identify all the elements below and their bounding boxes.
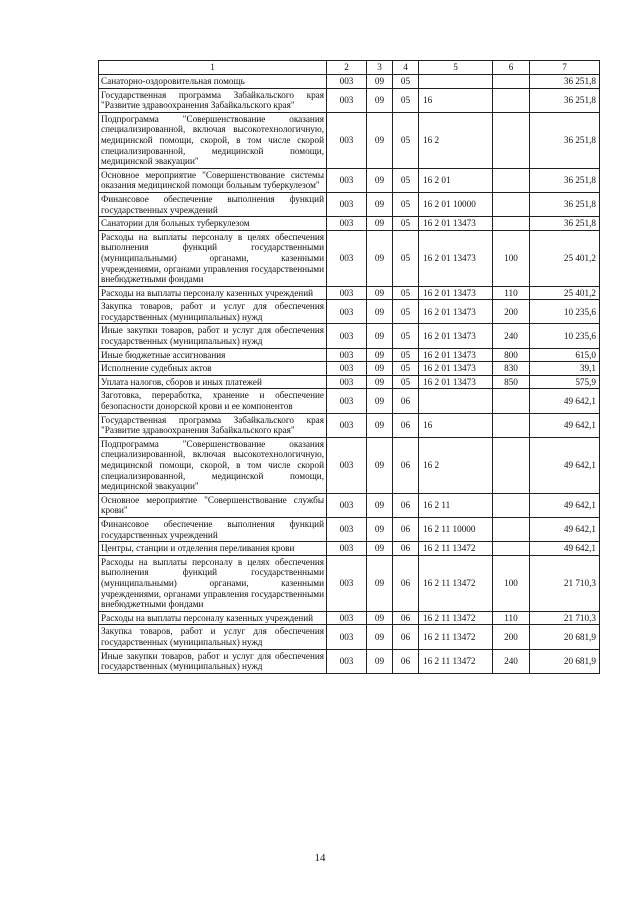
cell-sum: 21 710,3	[530, 611, 600, 625]
cell-sum: 36 251,8	[530, 75, 600, 89]
cell-sum: 36 251,8	[530, 112, 600, 168]
cell-rz: 09	[367, 300, 393, 324]
cell-name: Расходы на выплаты персоналу в целях обеспечения выполнения функций государственными (муниципальными) органами, казенными учреждениями, органами управления государственными внебюджетными фондами	[99, 230, 327, 286]
cell-csr: 16 2	[419, 112, 493, 168]
cell-rz: 09	[367, 555, 393, 611]
cell-vr	[493, 168, 530, 192]
cell-pr: 06	[393, 517, 419, 541]
cell-grbs: 003	[327, 324, 367, 348]
cell-csr: 16 2 11 13472	[419, 542, 493, 556]
cell-pr: 05	[393, 75, 419, 89]
cell-sum: 39,1	[530, 362, 600, 376]
cell-sum: 20 681,9	[530, 625, 600, 649]
cell-sum: 575,9	[530, 375, 600, 389]
table-row	[99, 413, 600, 437]
cell-sum: 25 401,2	[530, 286, 600, 300]
cell-sum: 21 710,3	[530, 555, 600, 611]
cell-pr: 05	[393, 300, 419, 324]
cell-rz: 09	[367, 413, 393, 437]
cell-vr	[493, 112, 530, 168]
cell-name: Закупка товаров, работ и услуг для обеспечения государственных (муниципальных) нужд	[99, 625, 327, 649]
cell-name: Закупка товаров, работ и услуг для обеспечения государственных (муниципальных) нужд	[99, 300, 327, 324]
cell-vr	[493, 493, 530, 517]
cell-pr: 06	[393, 413, 419, 437]
cell-sum: 49 642,1	[530, 437, 600, 493]
cell-pr: 05	[393, 217, 419, 231]
cell-grbs: 003	[327, 625, 367, 649]
cell-name: Уплата налогов, сборов и иных платежей	[99, 375, 327, 389]
table-row	[99, 389, 600, 413]
cell-csr: 16 2 01 13473	[419, 324, 493, 348]
cell-csr: 16 2 11 13472	[419, 555, 493, 611]
cell-csr: 16 2 01 10000	[419, 192, 493, 216]
cell-grbs: 003	[327, 649, 367, 673]
cell-grbs: 003	[327, 192, 367, 216]
cell-pr: 05	[393, 192, 419, 216]
cell-vr: 800	[493, 348, 530, 362]
cell-vr: 240	[493, 649, 530, 673]
cell-vr	[493, 88, 530, 112]
cell-grbs: 003	[327, 168, 367, 192]
cell-sum: 49 642,1	[530, 413, 600, 437]
cell-name: Финансовое обеспечение выполнения функций государственных учреждений	[99, 192, 327, 216]
cell-pr: 05	[393, 230, 419, 286]
table-row	[99, 230, 600, 286]
cell-csr: 16	[419, 413, 493, 437]
cell-sum: 49 642,1	[530, 493, 600, 517]
table-row	[99, 375, 600, 389]
cell-rz: 09	[367, 542, 393, 556]
budget-table	[98, 60, 600, 674]
cell-pr: 06	[393, 437, 419, 493]
cell-grbs: 003	[327, 611, 367, 625]
cell-pr: 06	[393, 625, 419, 649]
table-row	[99, 324, 600, 348]
cell-sum: 10 235,6	[530, 324, 600, 348]
cell-csr: 16 2 01 13473	[419, 362, 493, 376]
cell-rz: 09	[367, 649, 393, 673]
table-row	[99, 611, 600, 625]
cell-pr: 06	[393, 493, 419, 517]
cell-vr	[493, 517, 530, 541]
cell-grbs: 003	[327, 389, 367, 413]
cell-rz: 09	[367, 217, 393, 231]
cell-grbs: 003	[327, 493, 367, 517]
cell-grbs: 003	[327, 375, 367, 389]
cell-rz: 09	[367, 517, 393, 541]
cell-vr	[493, 542, 530, 556]
cell-grbs: 003	[327, 300, 367, 324]
cell-name: Расходы на выплаты персоналу казенных учреждений	[99, 286, 327, 300]
cell-vr: 240	[493, 324, 530, 348]
cell-csr: 16 2 01 13473	[419, 286, 493, 300]
cell-rz: 09	[367, 493, 393, 517]
cell-rz: 09	[367, 75, 393, 89]
cell-vr	[493, 192, 530, 216]
cell-rz: 09	[367, 192, 393, 216]
table-row	[99, 88, 600, 112]
cell-sum: 36 251,8	[530, 217, 600, 231]
cell-grbs: 003	[327, 348, 367, 362]
cell-grbs: 003	[327, 555, 367, 611]
table-row	[99, 542, 600, 556]
table-row	[99, 286, 600, 300]
cell-csr: 16 2 11 13472	[419, 625, 493, 649]
cell-name: Заготовка, переработка, хранение и обеспечение безопасности донорской крови и ее компонентов	[99, 389, 327, 413]
cell-name: Государственная программа Забайкальского края "Развитие здравоохранения Забайкальского края"	[99, 413, 327, 437]
table-row	[99, 217, 600, 231]
cell-rz: 09	[367, 437, 393, 493]
header-cell-csr: 5	[419, 61, 493, 75]
cell-csr: 16 2 11 13472	[419, 611, 493, 625]
cell-name: Финансовое обеспечение выполнения функций государственных учреждений	[99, 517, 327, 541]
cell-sum: 49 642,1	[530, 542, 600, 556]
cell-grbs: 003	[327, 413, 367, 437]
cell-csr: 16 2 01 13473	[419, 300, 493, 324]
cell-name: Исполнение судебных актов	[99, 362, 327, 376]
cell-grbs: 003	[327, 542, 367, 556]
cell-vr: 100	[493, 555, 530, 611]
cell-pr: 06	[393, 649, 419, 673]
cell-sum: 10 235,6	[530, 300, 600, 324]
cell-name: Основное мероприятие "Совершенствование системы оказания медицинской помощи больным туберкулезом"	[99, 168, 327, 192]
table-row	[99, 493, 600, 517]
cell-grbs: 003	[327, 517, 367, 541]
cell-csr: 16 2 11 10000	[419, 517, 493, 541]
cell-pr: 06	[393, 389, 419, 413]
cell-csr	[419, 75, 493, 89]
cell-name: Иные закупки товаров, работ и услуг для обеспечения государственных (муниципальных) нужд	[99, 649, 327, 673]
cell-sum: 49 642,1	[530, 517, 600, 541]
cell-name: Расходы на выплаты персоналу казенных учреждений	[99, 611, 327, 625]
cell-rz: 09	[367, 611, 393, 625]
cell-pr: 05	[393, 112, 419, 168]
cell-name: Санаторно-оздоровительная помощь	[99, 75, 327, 89]
header-cell-rz: 3	[367, 61, 393, 75]
header-cell-vr: 6	[493, 61, 530, 75]
cell-name: Подпрограмма "Совершенствование оказания специализированной, включая высокотехнологичную, медицинской помощи, скорой, в том числе скорой специализированной, медицинской помощи, медицинской эвакуации"	[99, 437, 327, 493]
cell-name: Иные закупки товаров, работ и услуг для обеспечения государственных (муниципальных) нужд	[99, 324, 327, 348]
cell-rz: 09	[367, 625, 393, 649]
cell-grbs: 003	[327, 88, 367, 112]
table-row	[99, 112, 600, 168]
cell-pr: 05	[393, 375, 419, 389]
cell-csr: 16	[419, 88, 493, 112]
cell-pr: 05	[393, 286, 419, 300]
cell-vr: 830	[493, 362, 530, 376]
cell-pr: 05	[393, 168, 419, 192]
cell-sum: 36 251,8	[530, 88, 600, 112]
cell-vr: 100	[493, 230, 530, 286]
cell-name: Основное мероприятие "Совершенствование службы крови"	[99, 493, 327, 517]
cell-csr: 16 2 11 13472	[419, 649, 493, 673]
cell-pr: 05	[393, 88, 419, 112]
header-row	[99, 61, 600, 75]
table-row	[99, 625, 600, 649]
cell-csr: 16 2 01	[419, 168, 493, 192]
cell-vr	[493, 389, 530, 413]
cell-sum: 25 401,2	[530, 230, 600, 286]
table-row	[99, 555, 600, 611]
cell-vr	[493, 75, 530, 89]
header-cell-sum: 7	[530, 61, 600, 75]
cell-sum: 615,0	[530, 348, 600, 362]
cell-sum: 36 251,8	[530, 168, 600, 192]
cell-vr: 110	[493, 611, 530, 625]
cell-vr: 200	[493, 300, 530, 324]
cell-csr: 16 2 01 13473	[419, 217, 493, 231]
cell-grbs: 003	[327, 112, 367, 168]
page-number: 14	[314, 852, 326, 864]
cell-grbs: 003	[327, 230, 367, 286]
cell-rz: 09	[367, 168, 393, 192]
cell-csr	[419, 389, 493, 413]
cell-rz: 09	[367, 230, 393, 286]
cell-vr: 200	[493, 625, 530, 649]
cell-csr: 16 2 01 13473	[419, 348, 493, 362]
header-cell-pr: 4	[393, 61, 419, 75]
cell-pr: 05	[393, 324, 419, 348]
cell-pr: 06	[393, 542, 419, 556]
cell-rz: 09	[367, 324, 393, 348]
cell-csr: 16 2 01 13473	[419, 375, 493, 389]
table-row	[99, 75, 600, 89]
cell-rz: 09	[367, 348, 393, 362]
cell-csr: 16 2 01 13473	[419, 230, 493, 286]
cell-vr	[493, 437, 530, 493]
cell-name: Расходы на выплаты персоналу в целях обеспечения выполнения функций государственными (муниципальными) органами, казенными учреждениями, органами управления государственными внебюджетными фондами	[99, 555, 327, 611]
cell-grbs: 003	[327, 437, 367, 493]
cell-rz: 09	[367, 112, 393, 168]
cell-grbs: 003	[327, 362, 367, 376]
cell-sum: 49 642,1	[530, 389, 600, 413]
cell-vr: 110	[493, 286, 530, 300]
cell-sum: 36 251,8	[530, 192, 600, 216]
cell-csr: 16 2	[419, 437, 493, 493]
cell-pr: 05	[393, 348, 419, 362]
cell-csr: 16 2 11	[419, 493, 493, 517]
cell-rz: 09	[367, 88, 393, 112]
cell-vr	[493, 413, 530, 437]
table-row	[99, 348, 600, 362]
cell-rz: 09	[367, 362, 393, 376]
cell-grbs: 003	[327, 217, 367, 231]
cell-pr: 06	[393, 555, 419, 611]
table-row	[99, 437, 600, 493]
cell-name: Подпрограмма "Совершенствование оказания специализированной, включая высокотехнологичную, медицинской помощи, скорой, в том числе скорой специализированной, медицинской помощи, медицинской эвакуации"	[99, 112, 327, 168]
cell-name: Государственная программа Забайкальского края "Развитие здравоохранения Забайкальского края"	[99, 88, 327, 112]
table-row	[99, 168, 600, 192]
cell-pr: 06	[393, 611, 419, 625]
table-row	[99, 192, 600, 216]
cell-sum: 20 681,9	[530, 649, 600, 673]
table-row	[99, 517, 600, 541]
cell-vr: 850	[493, 375, 530, 389]
cell-rz: 09	[367, 389, 393, 413]
cell-grbs: 003	[327, 286, 367, 300]
cell-rz: 09	[367, 286, 393, 300]
table-row	[99, 362, 600, 376]
header-cell-grbs: 2	[327, 61, 367, 75]
table-row	[99, 300, 600, 324]
cell-grbs: 003	[327, 75, 367, 89]
table-row	[99, 649, 600, 673]
cell-name: Иные бюджетные ассигнования	[99, 348, 327, 362]
cell-rz: 09	[367, 375, 393, 389]
cell-name: Центры, станции и отделения переливания крови	[99, 542, 327, 556]
cell-vr	[493, 217, 530, 231]
cell-pr: 05	[393, 362, 419, 376]
cell-name: Санатории для больных туберкулезом	[99, 217, 327, 231]
header-cell-name: 1	[99, 61, 327, 75]
